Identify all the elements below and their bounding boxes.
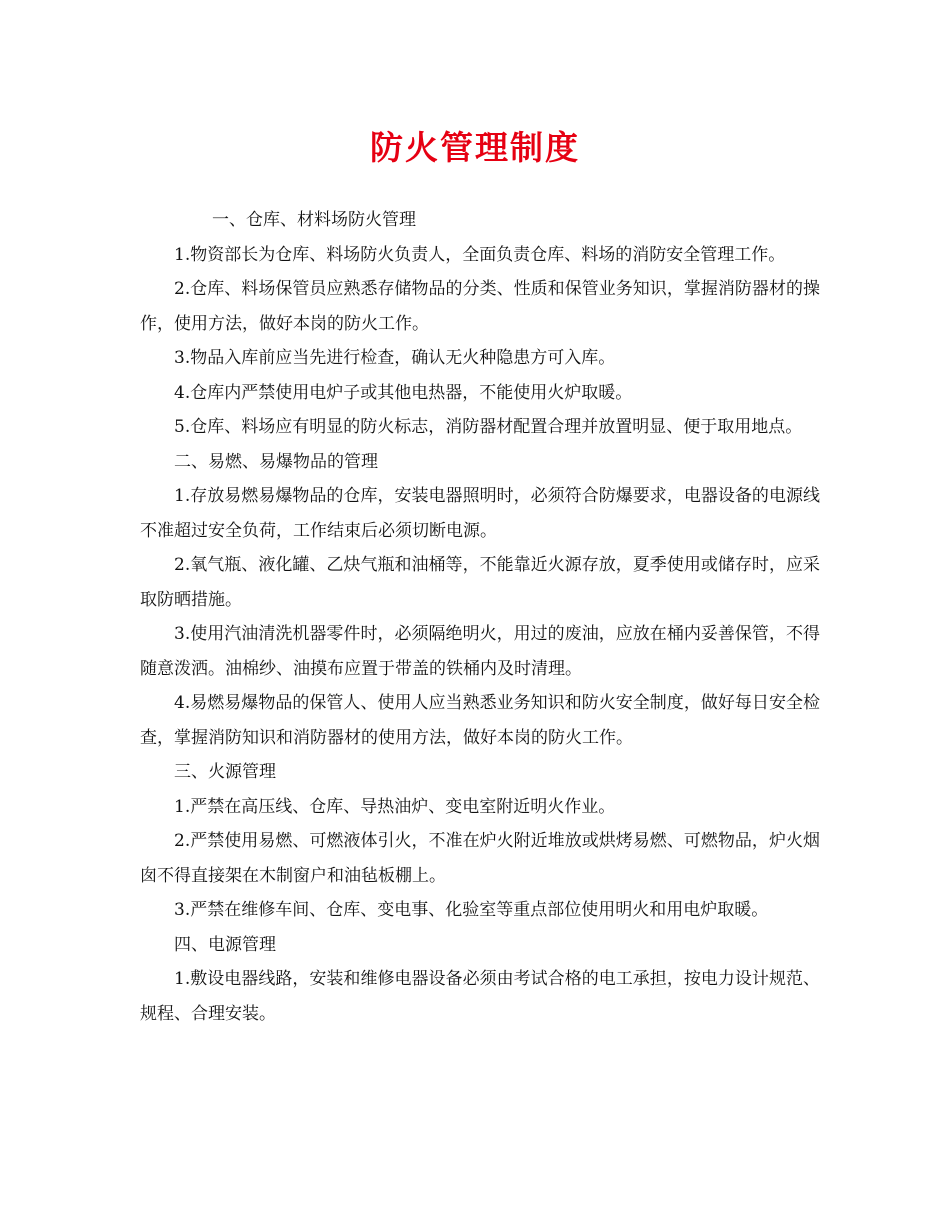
paragraph: 5.仓库、料场应有明显的防火标志，消防器材配置合理并放置明显、便于取用地点。 xyxy=(174,417,803,437)
paragraph: 3.严禁在维修车间、仓库、变电事、化验室等重点部位使用明火和用电炉取暖。 xyxy=(174,900,769,920)
paragraph: 2.仓库、料场保管员应熟悉存储物品的分类、性质和保管业务知识，掌握消防器材的操作，使用方法，做好本岗的防火工作。 xyxy=(140,279,820,334)
document-title: 防火管理制度 xyxy=(370,128,580,167)
paragraph: 1.敷设电器线路，安装和维修电器设备必须由考试合格的电工承担，按电力设计规范、规程、合理安装。 xyxy=(140,969,820,1024)
paragraph: 3.物品入库前应当先进行检查，确认无火种隐患方可入库。 xyxy=(174,348,616,368)
section-heading: 一、仓库、材料场防火管理 xyxy=(212,210,416,230)
paragraph: 2.严禁使用易燃、可燃液体引火，不准在炉火附近堆放或烘烤易燃、可燃物品，炉火烟囱不得直接架在木制窗户和油毡板棚上。 xyxy=(140,831,820,886)
paragraph: 1.严禁在高压线、仓库、导热油炉、变电室附近明火作业。 xyxy=(174,796,616,817)
paragraph: 2.氧气瓶、液化罐、乙炔气瓶和油桶等，不能靠近火源存放，夏季使用或储存时，应采取防晒措施。 xyxy=(140,555,820,610)
paragraph: 4.仓库内严禁使用电炉子或其他电热器，不能使用火炉取暖。 xyxy=(174,382,633,403)
paragraph: 1.物资部长为仓库、料场防火负责人，全面负责仓库、料场的消防安全管理工作。 xyxy=(174,244,786,265)
paragraph: 3.使用汽油清洗机器零件时，必须隔绝明火，用过的废油，应放在桶内妥善保管，不得随意泼洒。油棉纱、油摸布应置于带盖的铁桶内及时清理。 xyxy=(140,624,820,679)
paragraph: 1.存放易燃易爆物品的仓库，安装电器照明时，必须符合防爆要求，电器设备的电源线不准超过安全负荷，工作结束后必须切断电源。 xyxy=(140,486,820,541)
paragraph: 4.易燃易爆物品的保管人、使用人应当熟悉业务知识和防火安全制度，做好每日安全检查，掌握消防知识和消防器材的使用方法，做好本岗的防火工作。 xyxy=(140,693,820,748)
document-body xyxy=(140,203,820,1031)
section-heading: 四、电源管理 xyxy=(174,934,276,955)
section-heading: 二、易燃、易爆物品的管理 xyxy=(174,451,378,472)
section-heading: 三、火源管理 xyxy=(174,762,276,782)
